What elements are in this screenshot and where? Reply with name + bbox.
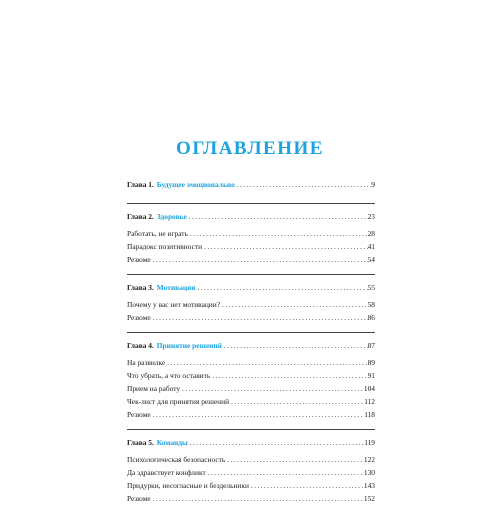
toc-entry	[127, 481, 375, 494]
toc-entry	[127, 494, 375, 507]
page-number: 23	[367, 212, 375, 221]
dot-leader	[249, 481, 364, 490]
toc-entry	[127, 455, 375, 468]
page-number: 91	[367, 371, 375, 380]
toc-entry	[127, 313, 375, 326]
toc-entry	[127, 468, 375, 481]
page-number: 104	[363, 384, 375, 393]
dot-leader	[195, 283, 367, 292]
chapter-heading	[127, 438, 375, 451]
page-number: 119	[364, 438, 375, 447]
chapter-5	[127, 438, 375, 513]
page-number: 152	[363, 494, 375, 503]
toc-entry	[127, 300, 375, 313]
chapter-title: Команды	[156, 438, 188, 447]
chapter-heading	[127, 341, 375, 354]
dot-leader	[151, 494, 364, 503]
page-number: 58	[367, 300, 375, 309]
dot-leader	[206, 468, 364, 477]
toc-entry	[127, 229, 375, 242]
dot-leader	[151, 313, 368, 322]
chapter-number: Глава 3.	[127, 283, 154, 292]
page-number: 87	[367, 341, 375, 350]
dot-leader	[222, 341, 368, 350]
dot-leader	[188, 229, 368, 238]
toc-entry	[127, 410, 375, 423]
entry-title: Парадокс позитивности	[127, 242, 203, 251]
dot-leader	[225, 455, 364, 464]
chapter-4	[127, 341, 375, 430]
page-number: 86	[367, 313, 375, 322]
dot-leader	[180, 384, 364, 393]
page-number: 55	[367, 283, 375, 292]
entry-title: Да здравствует конфликт	[127, 468, 206, 477]
chapter-number: Глава 5.	[127, 438, 154, 447]
entry-title: Прием на работу	[127, 384, 181, 393]
toc-entry	[127, 255, 375, 268]
page-number: 28	[367, 229, 375, 238]
chapter-title: Мотивация	[156, 283, 196, 292]
entry-title: На развилке	[127, 358, 166, 367]
chapter-title: Будущее эмоционально	[156, 180, 235, 189]
page-number: 54	[367, 255, 375, 264]
entry-title: Резюме	[127, 313, 151, 322]
dot-leader	[188, 438, 364, 447]
table-of-contents	[127, 180, 375, 521]
toc-entry	[127, 358, 375, 371]
chapter-1	[127, 180, 375, 204]
entry-title: Почему у вас нет мотивации?	[127, 300, 220, 309]
chapter-number: Глава 4.	[127, 341, 154, 350]
page-title: ОГЛАВЛЕНИЕ	[176, 138, 324, 159]
toc-entry	[127, 371, 375, 384]
dot-leader	[220, 300, 368, 309]
entry-title: Что убрать, а что оставить	[127, 371, 211, 380]
toc-entry	[127, 242, 375, 255]
page-number: 130	[363, 468, 375, 477]
chapter-title: Принятие решений	[156, 341, 222, 350]
dot-leader	[151, 410, 365, 419]
entry-title: Работать, не играть	[127, 229, 188, 238]
chapter-3	[127, 283, 375, 333]
chapter-heading	[127, 283, 375, 296]
chapter-title: Здоровье	[156, 212, 187, 221]
dot-leader	[165, 358, 367, 367]
entry-title: Резюме	[127, 494, 151, 503]
chapter-heading	[127, 180, 375, 193]
page-number: 9	[371, 180, 375, 189]
dot-leader	[229, 397, 364, 406]
chapter-heading	[127, 212, 375, 225]
dot-leader	[187, 212, 368, 221]
entry-title: Психологическая безопасность	[127, 455, 226, 464]
page-number: 112	[364, 397, 375, 406]
entry-title: Придурки, несогласные и бездельники	[127, 481, 249, 490]
toc-entry	[127, 384, 375, 397]
entry-title: Резюме	[127, 410, 151, 419]
entry-title: Чек-лист для принятия решений	[127, 397, 230, 406]
dot-leader	[210, 371, 367, 380]
chapter-number: Глава 1.	[127, 180, 154, 189]
entry-title: Резюме	[127, 255, 151, 264]
page-number: 41	[367, 242, 375, 251]
toc-entry	[127, 397, 375, 410]
page-number: 122	[363, 455, 375, 464]
dot-leader	[151, 255, 368, 264]
page-number: 143	[363, 481, 375, 490]
page-number: 89	[367, 358, 375, 367]
page-number: 118	[364, 410, 375, 419]
chapter-2	[127, 212, 375, 275]
dot-leader	[202, 242, 368, 251]
dot-leader	[235, 180, 371, 189]
chapter-number: Глава 2.	[127, 212, 154, 221]
